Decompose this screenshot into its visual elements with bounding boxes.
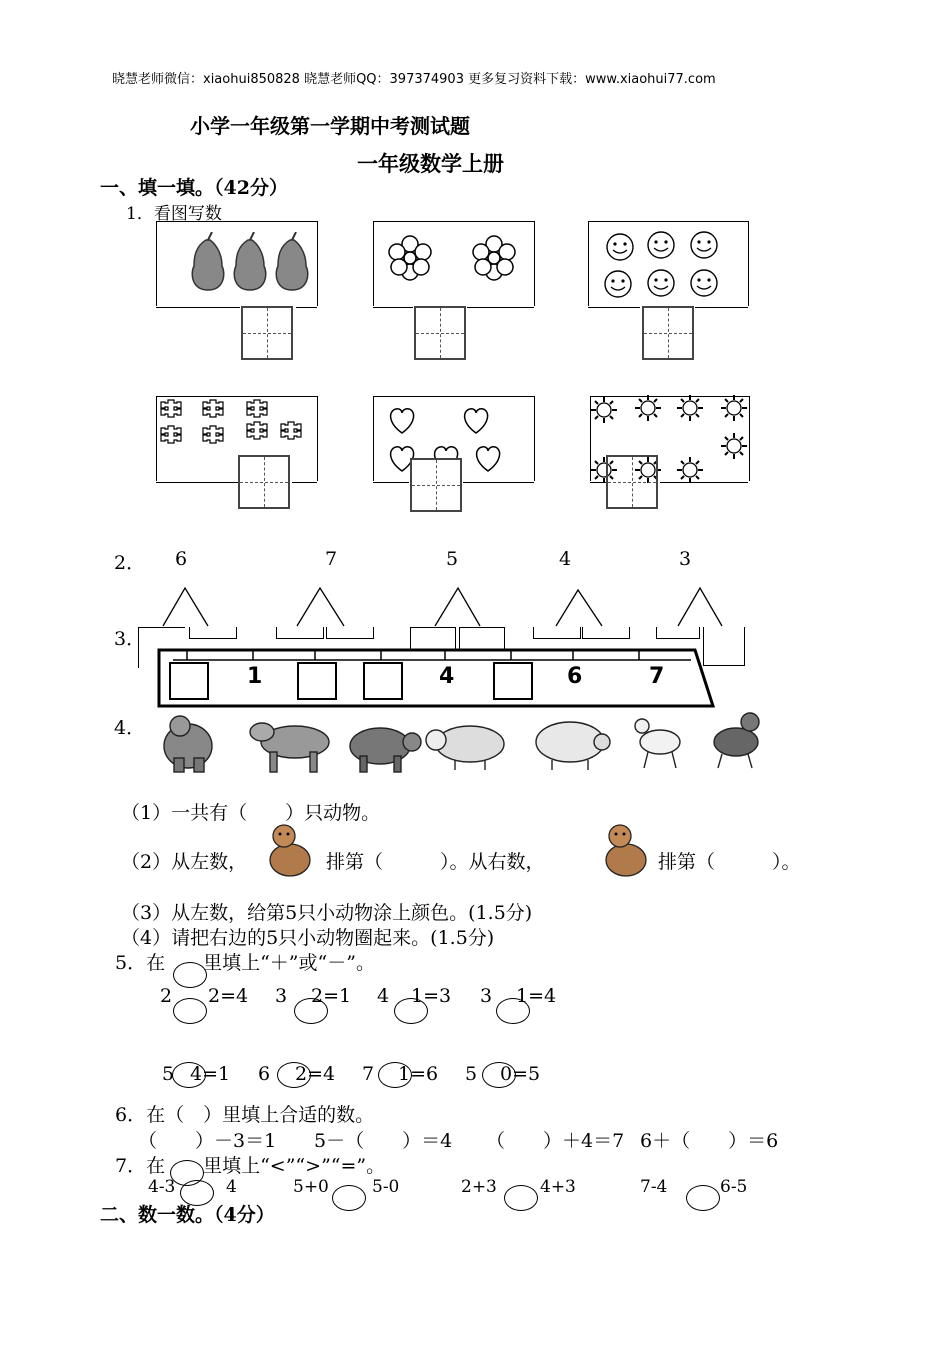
fill-blank-2[interactable]: 5－（ ）＝4: [314, 1130, 453, 1152]
question-2-label: 2．: [114, 552, 146, 574]
ruler-answer-box[interactable]: [363, 662, 403, 700]
cow-icon: [258, 822, 322, 882]
compare-right: 6-5: [720, 1177, 748, 1197]
fill-blank-3[interactable]: （ ）＋4＝7: [486, 1130, 625, 1152]
question-4-2-part1: （2）从左数，: [121, 851, 248, 873]
split-box-right-1[interactable]: [189, 627, 237, 639]
compare-left: 2+3: [461, 1177, 497, 1197]
compare-right: 4+3: [540, 1177, 576, 1197]
question-1-label: 1．看图写数: [126, 204, 222, 224]
split-box-right-4[interactable]: [582, 627, 630, 639]
expr-num: 3: [275, 985, 288, 1007]
expr-num: 5: [465, 1063, 478, 1085]
compare-left: 4-3: [148, 1177, 176, 1197]
question-4-label: 4．: [114, 717, 146, 739]
cow-icon: [350, 728, 421, 772]
expr-rest: 2=4: [208, 985, 249, 1007]
section-one-heading: 一、填一填。（42分）: [100, 177, 288, 199]
expr-rest: 1=4: [516, 985, 557, 1007]
expr-num: 3: [480, 985, 493, 1007]
expr-num: 7: [362, 1063, 375, 1085]
question-4-4: （4）请把右边的5只小动物圈起来。(1.5分): [121, 927, 495, 949]
pig-icon: [536, 722, 610, 770]
expr-num: 5: [162, 1063, 175, 1085]
fill-blank-1[interactable]: （ ）－3＝1: [138, 1130, 277, 1152]
decompose-number: 3: [679, 548, 692, 570]
split-box-left-4[interactable]: [533, 627, 581, 639]
split-box-right-2[interactable]: [326, 627, 374, 639]
expr-rest: 2=1: [311, 985, 352, 1007]
question-7-label: 7．在 里填上“<”“>”“=”。: [115, 1155, 386, 1177]
decompose-number: 7: [325, 548, 338, 570]
sheep-icon: [426, 726, 504, 770]
compare-circle[interactable]: [332, 1185, 366, 1211]
question-6-label: 6．在（ ）里填上合适的数。: [115, 1104, 375, 1126]
question-4-2-part3: 排第（ ）。: [658, 851, 801, 873]
ruler-answer-box[interactable]: [297, 662, 337, 700]
ruler-answer-box[interactable]: [493, 662, 533, 700]
expr-rest: 0=5: [500, 1063, 541, 1085]
expr-rest: 4=1: [190, 1063, 231, 1085]
compare-left: 5+0: [293, 1177, 329, 1197]
split-box-left-5[interactable]: [656, 627, 700, 639]
ruler-number: 6: [567, 664, 583, 689]
animal-row: [150, 712, 770, 778]
goat-icon: [635, 719, 680, 768]
cow-icon: [594, 822, 658, 882]
question-4-3: （3）从左数，给第5只小动物涂上颜色。(1.5分): [121, 902, 533, 924]
exam-subtitle: 一年级数学上册: [357, 151, 504, 176]
ruler-number: 1: [247, 664, 263, 689]
question-3-label: 3．: [114, 628, 146, 650]
expr-num: 2: [160, 985, 173, 1007]
bear-icon: [164, 716, 212, 772]
expr-num: 6: [258, 1063, 271, 1085]
expr-rest: 1=6: [398, 1063, 439, 1085]
exam-title: 小学一年级第一学期中考测试题: [190, 114, 470, 138]
donkey-icon: [250, 723, 329, 772]
compare-right: 4: [226, 1177, 237, 1197]
ruler-answer-box[interactable]: [169, 662, 209, 700]
ruler-number: 4: [439, 664, 455, 689]
sign-circle[interactable]: [173, 998, 207, 1024]
fill-blank-4[interactable]: 6＋（ ）＝6: [640, 1130, 779, 1152]
decompose-number: 5: [446, 548, 459, 570]
decompose-number: 4: [559, 548, 572, 570]
decompose-number: 6: [175, 548, 188, 570]
sign-circle-example: [173, 962, 207, 988]
compare-right: 5-0: [372, 1177, 400, 1197]
expr-rest: 1=3: [411, 985, 452, 1007]
compare-left: 7-4: [640, 1177, 668, 1197]
question-4-1: （1）一共有（ ）只动物。: [121, 802, 381, 824]
question-4-2-part2: 排第（ ）。从右数，: [326, 851, 545, 873]
expr-num: 4: [377, 985, 390, 1007]
compare-circle[interactable]: [686, 1185, 720, 1211]
ruler-number: 7: [649, 664, 665, 689]
question-5-label: 5．在 里填上“＋”或“－”。: [115, 952, 375, 974]
split-box-left-2[interactable]: [276, 627, 324, 639]
expr-rest: 2=4: [295, 1063, 336, 1085]
number-ruler: [155, 648, 715, 710]
dog-icon: [714, 713, 759, 768]
compare-circle[interactable]: [504, 1185, 538, 1211]
page-header: 晓慧老师微信：xiaohui850828 晓慧老师QQ：397374903 更多复习资料下载：www.xiaohui77.com: [112, 72, 716, 87]
section-two-heading: 二、数一数。（4分）: [100, 1204, 275, 1226]
